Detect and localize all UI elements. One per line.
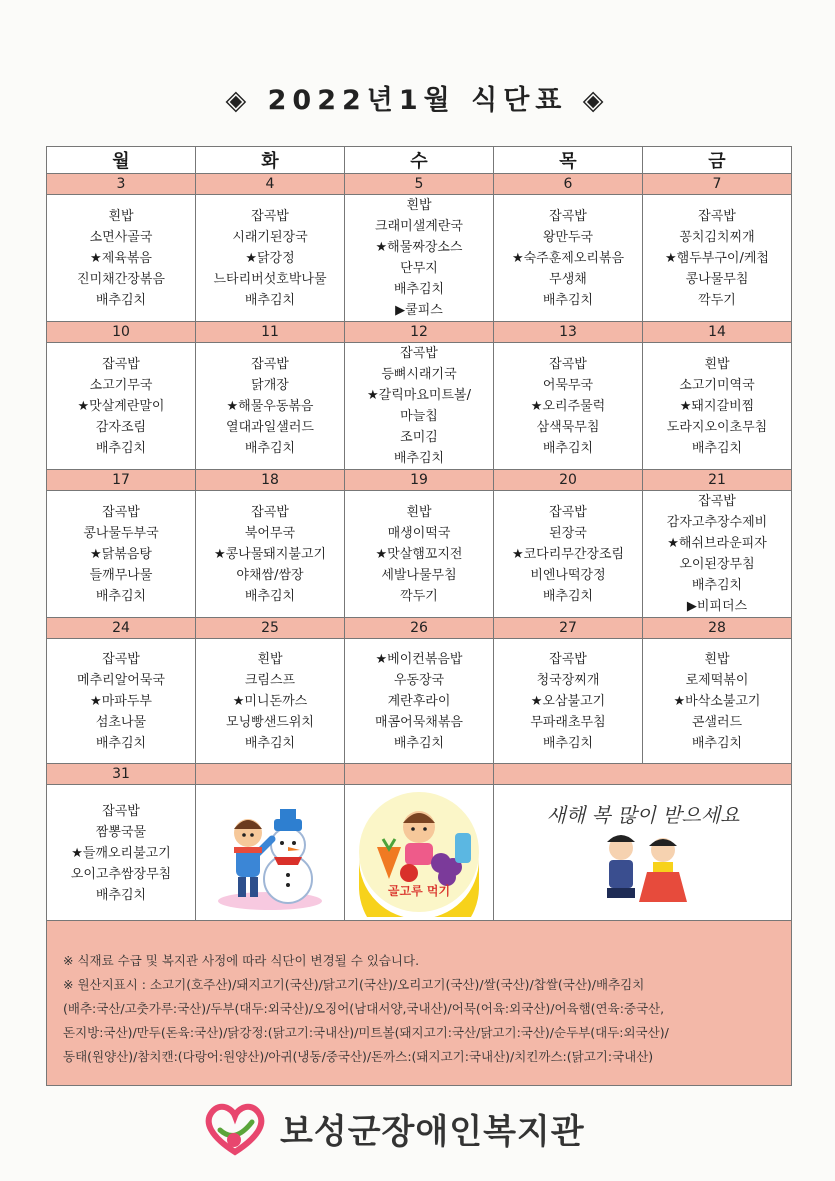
menu-item: ★숙주훈제오리볶음 <box>511 250 625 266</box>
menu-item: 매콤어묵채볶음 <box>375 714 463 730</box>
menu-item: 계란후라이 <box>387 693 451 709</box>
menu-item: ★갈릭마요미트볼/ <box>367 388 471 403</box>
menu-item: 잡곡밥 <box>251 356 289 372</box>
date-cell: 13 <box>494 322 643 343</box>
menu-item: 열대과일샐러드 <box>226 419 314 435</box>
menu-item: 콩나물무침 <box>685 271 749 287</box>
menu-item: 도라지오이초무침 <box>666 419 768 435</box>
menu-item: 등뼈시래기국 <box>381 367 457 382</box>
menu-cell <box>643 639 792 764</box>
date-row <box>47 470 792 491</box>
menu-item: 배추김치 <box>691 440 743 456</box>
menu-cell <box>196 195 345 322</box>
menu-cell <box>494 491 643 618</box>
date-cell: 11 <box>196 322 345 343</box>
menu-item: 흰밥 <box>406 504 432 520</box>
menu-item: 우동장국 <box>393 672 445 688</box>
date-cell: 12 <box>345 322 494 343</box>
menu-cell <box>196 343 345 470</box>
menu-item: 어묵무국 <box>542 377 594 393</box>
menu-cell <box>345 195 494 322</box>
menu-item: 배추김치 <box>95 440 147 456</box>
menu-item: 청국장찌개 <box>536 672 600 688</box>
menu-cell <box>345 343 494 470</box>
menu-item: 오이된장무침 <box>679 557 755 572</box>
menu-item: 잡곡밥 <box>549 208 587 224</box>
date-cell: 5 <box>345 174 494 195</box>
weekday-mon: 월 <box>47 147 196 174</box>
menu-item: 콩나물두부국 <box>83 525 159 541</box>
menu-item: 된장국 <box>549 525 587 541</box>
menu-item: 배추김치 <box>95 888 147 903</box>
menu-cell <box>494 343 643 470</box>
menu-item: ★해쉬브라운피자 <box>667 536 767 551</box>
menu-item: 배추김치 <box>95 735 147 751</box>
menu-item: ★해물우동볶음 <box>226 398 314 414</box>
menu-item: 잡곡밥 <box>251 208 289 224</box>
menu-cell <box>47 491 196 618</box>
menu-item: 크래미샐계란국 <box>375 219 463 234</box>
date-cell <box>494 764 792 785</box>
origin-text: (배추:국산/고춧가루:국산)/두부(대두:외국산)/오징어(남대서양,국내산)/어묵(어육:외국산)/어육햄(연육:중국산, <box>63 1001 665 1016</box>
date-row <box>47 618 792 639</box>
menu-cell <box>643 491 792 618</box>
menu-item: 배추김치 <box>95 292 147 308</box>
menu-cell <box>196 491 345 618</box>
menu-cell <box>643 343 792 470</box>
menu-row <box>47 639 792 764</box>
menu-item: 야채쌈/쌈장 <box>236 567 304 583</box>
menu-item: 짬뽕국물 <box>95 825 147 840</box>
weekday-thu: 목 <box>494 147 643 174</box>
menu-item: 배추김치 <box>393 735 445 751</box>
weekday-header-row <box>47 147 792 174</box>
menu-item: 무생채 <box>549 271 587 287</box>
notice-text: ※ 식재료 수급 및 복지관 사정에 따라 식단이 변경될 수 있습니다. <box>63 953 420 968</box>
date-cell: 21 <box>643 470 792 491</box>
origin-text: 돈지방:국산)/만두(돈육:국산)/닭강정:(닭고기:국내산)/미트볼(돼지고기:국산/닭고기:국산)/순두부(대두:외국산)/ <box>63 1025 669 1040</box>
date-cell: 18 <box>196 470 345 491</box>
menu-cell <box>345 639 494 764</box>
menu-cell <box>47 195 196 322</box>
menu-item: 무파래초무침 <box>530 714 606 730</box>
menu-row <box>47 491 792 618</box>
menu-row <box>47 195 792 322</box>
menu-cell <box>494 195 643 322</box>
menu-item: ★돼지갈비찜 <box>679 398 755 414</box>
menu-item: ★해물짜장소스 <box>375 240 463 255</box>
menu-item: 크림스프 <box>244 672 296 688</box>
newyear-caption: 새해 복 많이 받으세요 <box>546 802 739 827</box>
menu-item: 꽁치김치찌개 <box>679 229 755 245</box>
menu-item: 섬초나물 <box>95 714 147 730</box>
menu-item: 잡곡밥 <box>549 504 587 520</box>
menu-item: ★바삭소불고기 <box>673 693 761 709</box>
menu-item: ★마파두부 <box>90 693 152 709</box>
notes-panel <box>46 920 792 1086</box>
menu-item: ★베이컨볶음밥 <box>375 651 463 667</box>
date-cell: 27 <box>494 618 643 639</box>
menu-item: ★맛살계란말이 <box>77 398 165 414</box>
menu-item: 흰밥 <box>704 651 730 667</box>
menu-item: 잡곡밥 <box>102 651 140 667</box>
footer <box>200 1098 585 1158</box>
date-cell: 4 <box>196 174 345 195</box>
menu-item: 소면사골국 <box>89 229 153 245</box>
menu-item: 배추김치 <box>244 588 296 604</box>
menu-item: 배추김치 <box>691 578 743 593</box>
menu-item: ★미니돈까스 <box>232 693 308 709</box>
menu-item: 배추김치 <box>542 735 594 751</box>
date-cell: 6 <box>494 174 643 195</box>
menu-item: 잡곡밥 <box>102 356 140 372</box>
menu-row <box>47 343 792 470</box>
menu-cell <box>345 491 494 618</box>
menu-item: 느타리버섯호박나물 <box>213 271 327 287</box>
menu-item: 배추김치 <box>244 735 296 751</box>
date-cell: 24 <box>47 618 196 639</box>
date-cell: 31 <box>47 764 196 785</box>
menu-cell <box>47 343 196 470</box>
date-row <box>47 322 792 343</box>
weekday-wed: 수 <box>345 147 494 174</box>
menu-item: 왕만두국 <box>542 229 594 245</box>
organization-name: 보성군장애인복지관 <box>280 1111 585 1152</box>
newyear-illustration-cell <box>494 785 792 923</box>
menu-row <box>47 785 792 923</box>
menu-item: 들깨무나물 <box>89 567 153 583</box>
menu-item: 세발나물무침 <box>381 567 457 583</box>
menu-item: 메추리알어묵국 <box>77 672 165 688</box>
menu-item: 닭개장 <box>251 377 289 393</box>
menu-item: ▶비피더스 <box>686 599 748 614</box>
menu-item: 배추김치 <box>393 282 445 297</box>
date-cell: 7 <box>643 174 792 195</box>
date-cell: 10 <box>47 322 196 343</box>
menu-item: 잡곡밥 <box>400 346 438 361</box>
weekday-tue: 화 <box>196 147 345 174</box>
veggie-illustration-cell <box>345 785 494 923</box>
menu-cell <box>643 195 792 322</box>
menu-item: 진미채간장볶음 <box>77 271 165 287</box>
menu-item: ★햄두부구이/케첩 <box>665 250 769 266</box>
menu-item: 잡곡밥 <box>698 208 736 224</box>
menu-item: ★콩나물돼지불고기 <box>213 546 327 562</box>
menu-item: 잡곡밥 <box>549 651 587 667</box>
date-cell <box>196 764 345 785</box>
menu-item: 잡곡밥 <box>251 504 289 520</box>
origin-text: ※ 원산지표시 : 소고기(호주산)/돼지고기(국산)/닭고기(국산)/오리고기(국산)/쌀(국산)/찹쌀(국산)/배추김치 <box>63 977 645 992</box>
date-cell <box>345 764 494 785</box>
snowman-illustration-cell <box>196 785 345 923</box>
snowman-illustration <box>210 789 330 914</box>
heart-logo-icon <box>200 1100 270 1156</box>
origin-text: 동태(원양산)/참치캔:(다랑어:원양산)/아귀(냉동/중국산)/돈까스:(돼지고기:국내산)/치킨까스:(닭고기:국내산) <box>63 1049 654 1064</box>
menu-item: 감자조림 <box>95 419 147 435</box>
menu-cell <box>196 639 345 764</box>
menu-item: 배추김치 <box>393 451 445 466</box>
menu-item: 조미김 <box>400 430 438 445</box>
date-cell: 26 <box>345 618 494 639</box>
menu-item: 깍두기 <box>400 588 438 604</box>
date-cell: 28 <box>643 618 792 639</box>
menu-item: 잡곡밥 <box>102 504 140 520</box>
menu-item: 깍두기 <box>698 292 736 308</box>
menu-item: ★코다리무간장조림 <box>511 546 625 562</box>
menu-item: 소고기미역국 <box>679 377 755 393</box>
date-cell: 20 <box>494 470 643 491</box>
menu-item: 배추김치 <box>95 588 147 604</box>
date-cell: 14 <box>643 322 792 343</box>
menu-cell <box>494 639 643 764</box>
menu-cell <box>47 785 196 923</box>
menu-item: ★맛살햄꼬지전 <box>375 546 463 562</box>
menu-item: 잡곡밥 <box>698 494 736 509</box>
menu-item: 감자고추장수제비 <box>666 515 768 530</box>
menu-item: 시래기된장국 <box>232 229 308 245</box>
date-cell: 25 <box>196 618 345 639</box>
page-title: ◈ 2022년1월 식단표 ◈ <box>225 85 610 116</box>
menu-item: ★오리주물럭 <box>530 398 606 414</box>
menu-item: ★제육볶음 <box>90 250 152 266</box>
menu-item: ★닭강정 <box>245 250 295 266</box>
menu-item: 모닝빵샌드위치 <box>226 714 314 730</box>
menu-item: ★오삼불고기 <box>530 693 606 709</box>
menu-item: 배추김치 <box>542 292 594 308</box>
menu-item: 매생이떡국 <box>387 525 451 541</box>
menu-item: 마늘칩 <box>400 409 438 424</box>
date-row <box>47 174 792 195</box>
menu-item: 삼색묵무침 <box>536 419 600 435</box>
date-cell: 19 <box>345 470 494 491</box>
menu-item: 배추김치 <box>542 440 594 456</box>
menu-item: 단무지 <box>400 261 438 276</box>
menu-item: 소고기무국 <box>89 377 153 393</box>
menu-item: 흰밥 <box>108 208 134 224</box>
date-cell: 3 <box>47 174 196 195</box>
menu-item: 배추김치 <box>244 292 296 308</box>
menu-item: 북어무국 <box>244 525 296 541</box>
menu-item: ★들깨오리불고기 <box>71 846 171 861</box>
veggie-illustration <box>349 787 489 917</box>
menu-item: 흰밥 <box>704 356 730 372</box>
menu-item: 배추김치 <box>691 735 743 751</box>
menu-item: 오이고추쌈장무침 <box>70 867 172 882</box>
menu-cell <box>47 639 196 764</box>
menu-item: 흰밥 <box>406 198 432 213</box>
veggie-caption: 골고루 먹기 <box>387 883 451 898</box>
menu-item: 로제떡볶이 <box>685 672 749 688</box>
menu-item: 흰밥 <box>257 651 283 667</box>
meal-calendar <box>46 146 792 923</box>
menu-item: 잡곡밥 <box>549 356 587 372</box>
weekday-fri: 금 <box>643 147 792 174</box>
menu-item: 배추김치 <box>244 440 296 456</box>
menu-item: 비엔나떡강정 <box>530 567 606 583</box>
menu-item: ▶쿨피스 <box>395 303 443 318</box>
menu-item: 콘샐러드 <box>691 714 743 730</box>
date-cell: 17 <box>47 470 196 491</box>
date-row <box>47 764 792 785</box>
menu-item: 잡곡밥 <box>102 804 140 819</box>
menu-item: ★닭볶음탕 <box>90 546 152 562</box>
newyear-illustration <box>503 792 783 912</box>
menu-item: 배추김치 <box>542 588 594 604</box>
